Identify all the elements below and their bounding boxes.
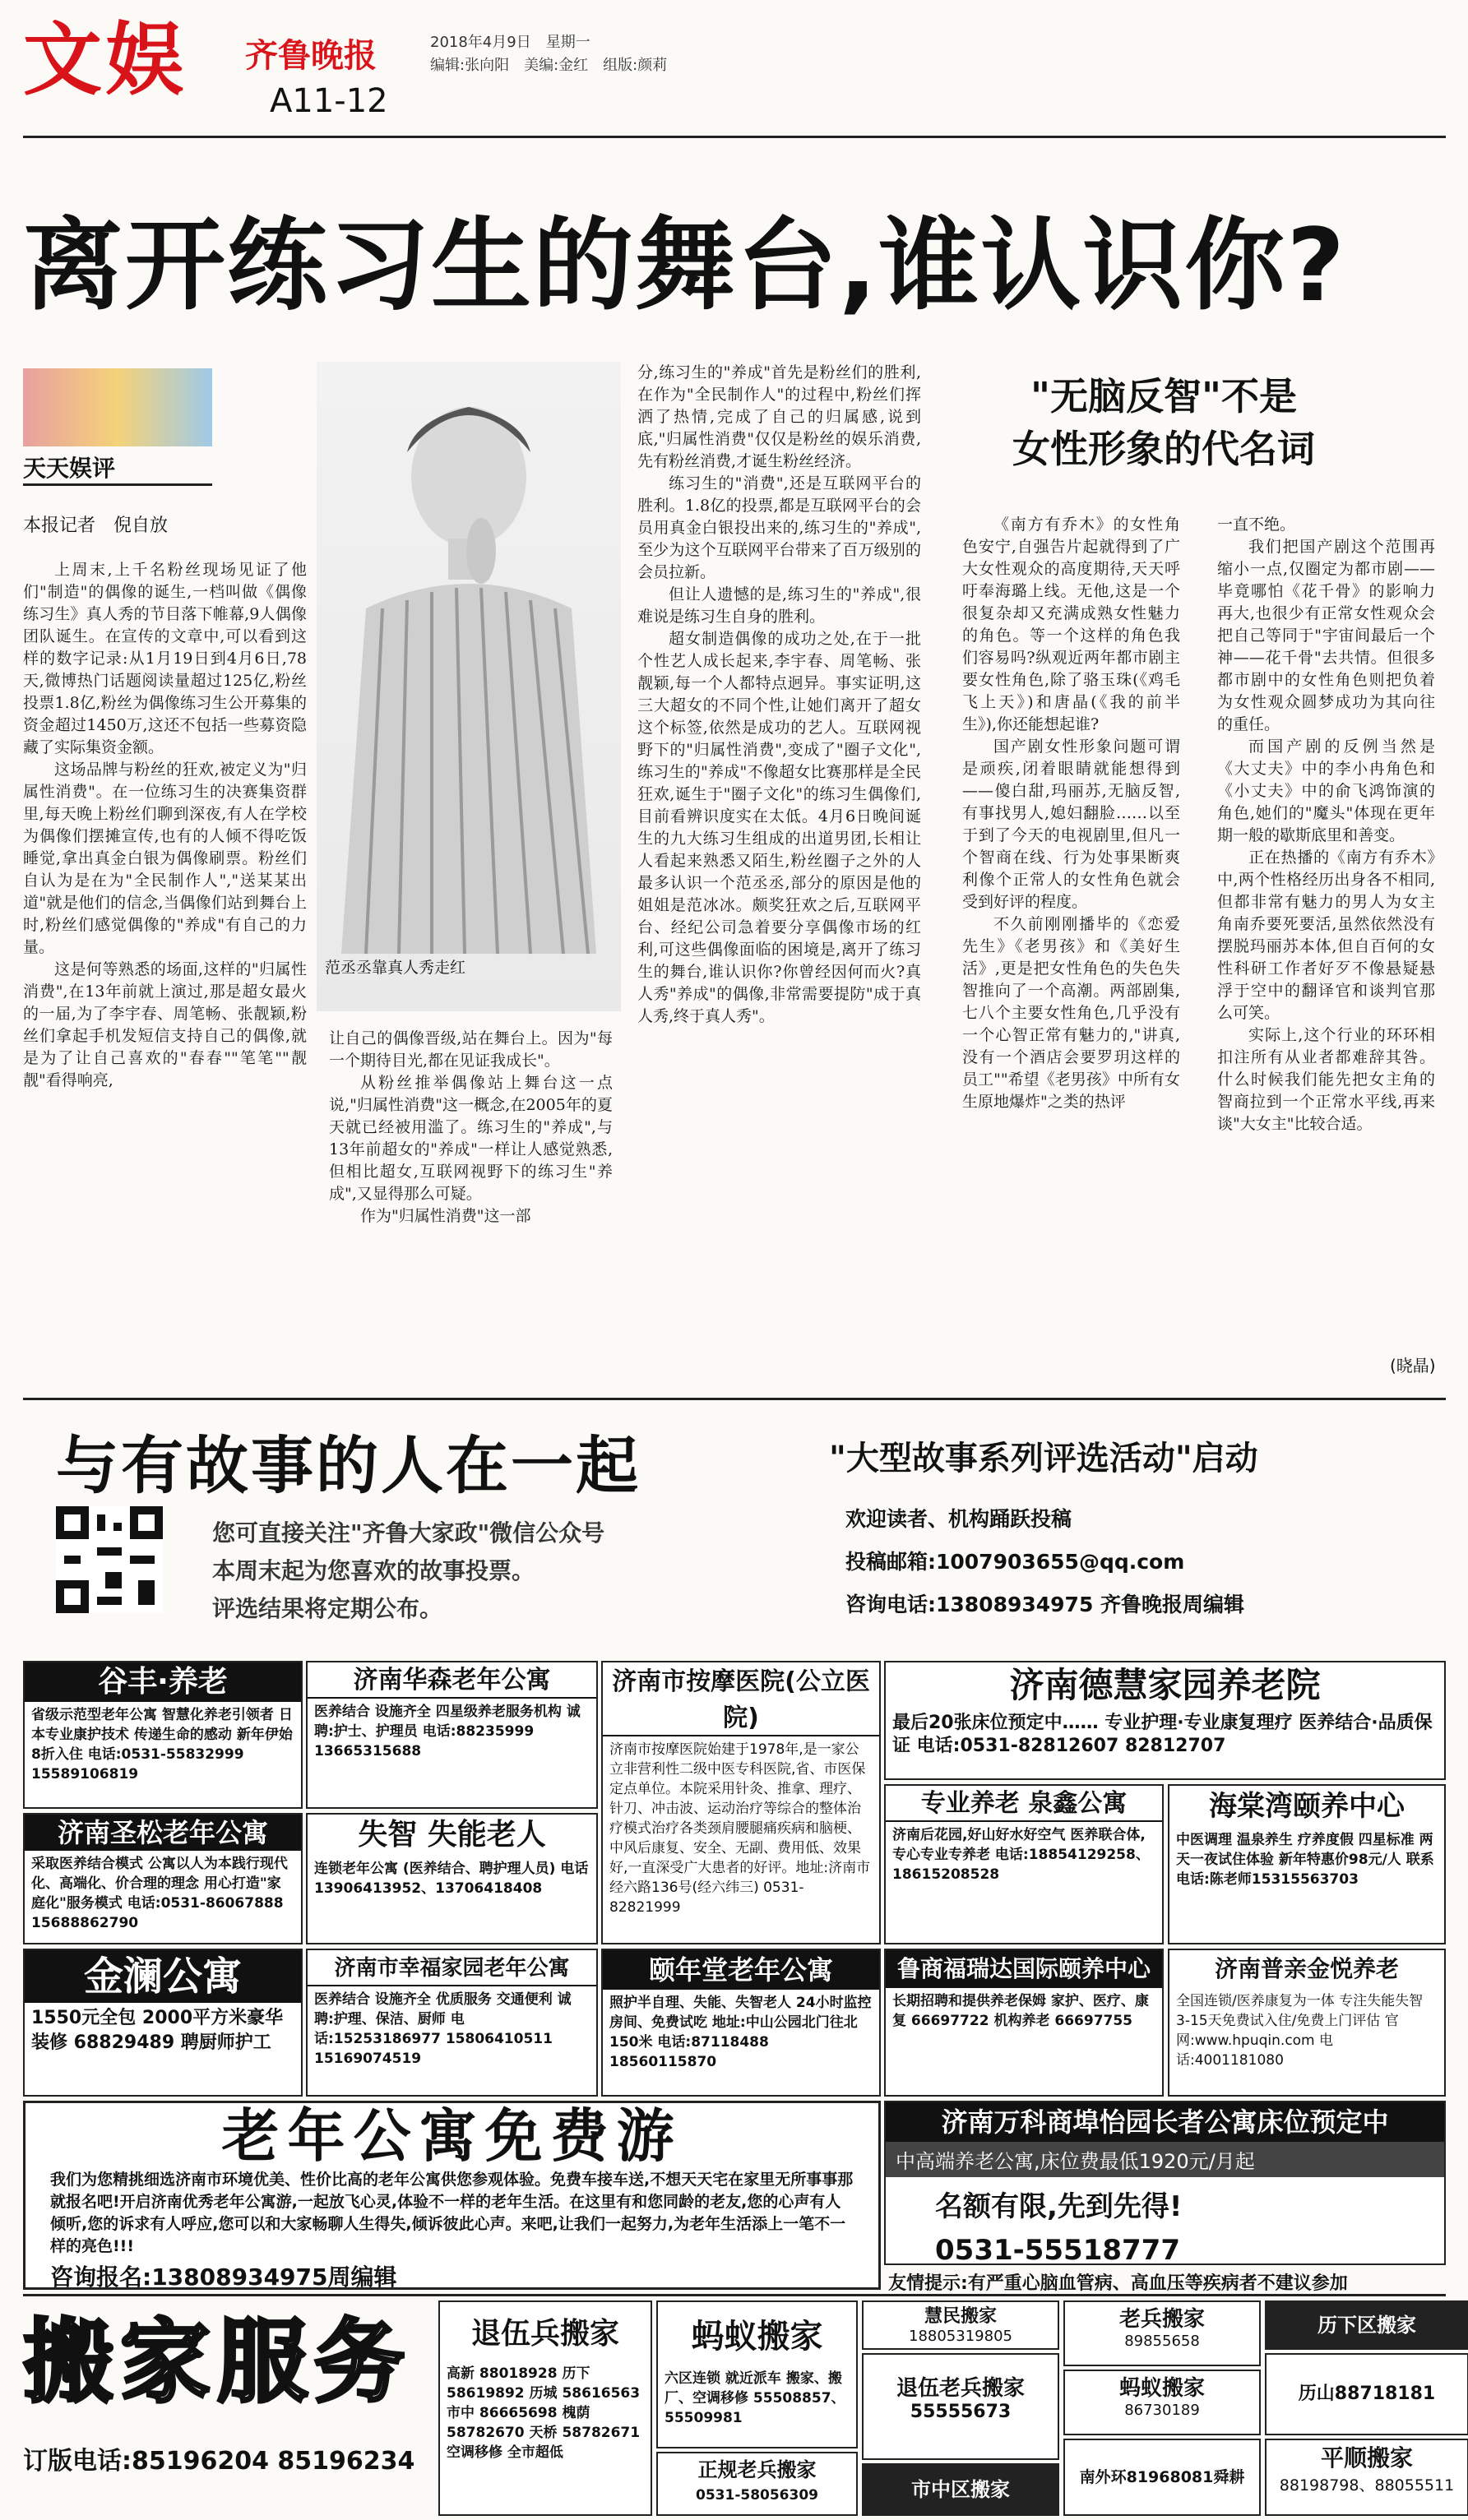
editors-line: 编辑:张向阳 美编:金红 组版:颜莉	[430, 57, 668, 74]
story-ad-instructions	[212, 1514, 604, 1628]
footer-divider	[23, 2294, 1446, 2296]
article-column-mid-bottom	[329, 1028, 613, 1381]
article-column-left	[23, 559, 307, 1381]
story-ad-title: 与有故事的人在一起	[56, 1429, 641, 1502]
paragraph: 分,练习生的"养成"首先是粉丝们的胜利,在作为"全民制作人"的过程中,粉丝们挥洒了热情,完成了自己的归属感,说到底,"归属性消费"仅仅是粉丝的娱乐消费,先有粉丝消费,才诞生粉丝经济。	[637, 363, 921, 470]
paragraph: 我们把国产剧这个范围再缩小一点,仅圈定为都市剧——毕竟哪怕《花千骨》的影响力再大,也很少有正常女性观众会把自己等同于"宇宙间最后一个神——花千骨"去共情。但很多都市剧中的女性角色则把负着为女性观众圆梦成功为其向往的重任。	[1217, 538, 1435, 733]
masthead	[23, 15, 1454, 130]
moving-ad-name: 正规老兵搬家	[697, 2458, 817, 2481]
classified-ad	[23, 1813, 303, 1944]
story-line: 投稿邮箱:1007903655@qq.com	[845, 1550, 1185, 1574]
classified-title: 金澜公寓	[25, 1950, 301, 2003]
classified-title: 济南普亲金悦养老	[1169, 1950, 1444, 1988]
classified-ad	[23, 1949, 303, 2097]
moving-ad-box	[438, 2300, 652, 2516]
wanke-phone: 0531-55518777	[935, 2234, 1180, 2265]
story-line: 评选结果将定期公布。	[212, 1595, 443, 1622]
moving-ad-name: 慧民搬家	[924, 2306, 997, 2327]
sidebar-title-line: "无脑反智"不是	[1030, 374, 1297, 418]
moving-ad-box	[1265, 2300, 1468, 2350]
sidebar-column-1	[962, 514, 1180, 1381]
classified-text: 采取医养结合模式 公寓以人为本践行现代化、高端化、价合理的理念 用心打造"家庭化"服务模式 电话:0531-86067888 15688862790	[31, 1856, 288, 1931]
story-line: 本周末起为您喜欢的故事投票。	[212, 1557, 535, 1584]
classified-ad	[1168, 1784, 1446, 1944]
moving-ad-box	[656, 2452, 858, 2516]
classified-title: 海棠湾颐养中心	[1169, 1786, 1444, 1827]
paragraph: 不久前刚刚播毕的《恋爱先生》《老男孩》和《美好生活》,更是把女性角色的失色失智推向了一个高潮。两部剧集,七八个主要女性角色,几乎没有一个心智正常有魅力的,"讲真,没有一个酒店会要罗玥这样的员工""希望《老男孩》中所有女生原地爆炸"之类的热评	[962, 915, 1180, 1111]
qr-code-icon	[56, 1506, 163, 1613]
moving-order-phone: 订版电话:85196204 85196234	[23, 2447, 415, 2476]
paragraph: 《南方有乔木》的女性角色安宁,自强告片起就得到了广大女性观众的高度期待,天天呼吁奉海璐上线。无他,这是一个很复杂却又充满成熟女性魅力的角色。等一个这样的角色我们容易吗?纵观近两年都市剧主要女性角色,除了骆玉珠(《鸡毛飞上天》)和唐晶(《我的前半生》),你还能想起谁?	[962, 516, 1180, 733]
moving-ad-text: 55555673	[910, 2402, 1012, 2422]
story-ad-contact	[845, 1498, 1244, 1626]
wanke-slogan: 名额有限,先到先得!	[935, 2190, 1183, 2223]
paragraph: 国产剧女性形象问题可谓是顽疾,闭着眼睛就能想得到——傻白甜,玛丽苏,无脑反智,有事找男人,媳妇翻脸……以至于到了今天的电视剧里,但凡一个智商在线、行为处事果断爽利像个正常人的女性角色就会受到好评的程度。	[962, 738, 1180, 911]
paragraph: 练习生的"消费",还是互联网平台的胜利。1.8亿的投票,都是互联网平台的会员用真金白银投出来的,练习生的"养成",至少为这个互联网平台带来了百万级别的会员拉新。	[637, 474, 921, 581]
paragraph: 从粉丝推举偶像站上舞台这一点说,"归属性消费"这一概念,在2005年的夏天就已经被用滥了。练习生的"养成",与13年前超女的"养成"一样让人感觉熟悉,但相比超女,互联网视野下的练习生"养成",又显得那么可疑。	[329, 1074, 613, 1203]
moving-ad-text: 86730189	[1124, 2402, 1200, 2419]
classified-text: 最后20张床位预定中…… 专业护理·专业康复理疗 医养结合·品质保证 电话:0531-82812607 82812707	[892, 1713, 1433, 1756]
classified-text: 1550元全包 2000平方米豪华装修 68829489 聘厨师护工	[31, 2008, 284, 2053]
article-column-mid	[637, 362, 921, 1381]
moving-title-block	[23, 2300, 434, 2516]
classified-ad	[884, 1661, 1446, 1780]
classified-title: 济南圣松老年公寓	[25, 1815, 301, 1851]
wanke-note: 友情提示:有严重心脑血管病、高血压等疾病者不建议参加	[888, 2273, 1348, 2294]
classified-text: 长期招聘和提供养老保姆 家护、医疗、康复 66697722 机构养老 66697755	[892, 1993, 1149, 2029]
moving-ad-text: 0531-58056309	[696, 2487, 818, 2504]
section-title: 文娱	[23, 14, 188, 106]
moving-ad-box	[1063, 2300, 1261, 2366]
classified-text: 全国连锁/医养康复为一体 专注失能失智 3-15天免费试入住/免费上门评估 官网:www.hpuqin.com 电话:4001181080	[1176, 1993, 1424, 2069]
header-meta	[430, 31, 667, 77]
classified-ad	[601, 1949, 881, 2097]
moving-ad-text: 88198798、88055511	[1279, 2476, 1455, 2495]
classified-text: 医养结合 设施齐全 四星级养老服务机构 诚聘:护士、护理员 电话:88235999 13665315688	[314, 1704, 581, 1759]
classified-ad	[306, 1949, 598, 2097]
page-number: A11-12	[270, 82, 388, 120]
header-divider	[23, 136, 1446, 138]
paragraph: 作为"归属性消费"这一部	[360, 1207, 531, 1225]
paragraph: 超女制造偶像的成功之处,在于一批个性艺人成长起来,李宇春、周笔畅、张靓颖,每一个人都特点迥异。事实证明,这三大超女的不同个性,让她们离开了超女这个标签,依然是成功的艺人。互联网视野下的"归属性消费",变成了"圈子文化",练习生的"养成"不像超女比赛那样是全民狂欢,诞生于"圈子文化"的练习生偶像们,目前看辨识度实在太低。4月6日晚间诞生的九大练习生组成的出道男团,长相让人看起来熟悉又陌生,粉丝圈子之外的人最多认识一个范丞丞,部分的原因是他的姐姐是范冰冰。颇奖狂欢之后,互联网平台、经纪公司急着要分享偶像市场的红利,可这些偶像面临的困境是,离开了练习生的舞台,谁认识你?你曾经因何而火?真人秀"养成"的偶像,非常需要提防"成于真人秀,终于真人秀"。	[637, 630, 921, 1025]
moving-services	[23, 2300, 1455, 2516]
portrait-illustration	[317, 362, 621, 1011]
paragraph: 一直不绝。	[1217, 516, 1296, 534]
classified-title: 济南德慧家园养老院	[886, 1662, 1444, 1709]
classified-title: 失智 失能老人	[308, 1815, 596, 1856]
moving-ad-text: 高新 88018928 历下 58619892 历城 58616563 市中 86665698 槐荫 58782670 天桥 58782671 空调移修 全市超低	[447, 2365, 641, 2461]
sidebar-title-line: 女性形象的代名词	[1012, 427, 1315, 471]
moving-ad-box	[1265, 2353, 1468, 2435]
classified-title: 谷丰·养老	[25, 1662, 301, 1702]
paragraph: 而国产剧的反例当然是《大丈夫》中的李小冉角色和《小丈夫》中的俞飞鸿饰演的角色,她们的"魔头"体现在更年期一般的歇斯底里和善变。	[1217, 738, 1435, 844]
classified-ad	[306, 1813, 598, 1944]
moving-ad-box	[656, 2300, 858, 2448]
moving-ad-box	[1063, 2439, 1261, 2516]
paragraph: 这场品牌与粉丝的狂欢,被定义为"归属性消费"。在一位练习生的决赛集资群里,每天晚上粉丝们聊到深夜,有人在学校为偶像们摆摊宣传,也有的人倾不得吃饭睡觉,拿出真金白银为偶像刷票。粉丝们自认为是在为"全民制作人","送某某出道"就是他们的信念,当偶像们站到舞台上时,粉丝们感觉偶像的"养成"有自己的力量。	[23, 761, 307, 956]
moving-ad-box	[862, 2463, 1059, 2516]
sidebar-title	[962, 370, 1365, 475]
moving-ad-text: 89855658	[1124, 2333, 1200, 2350]
story-campaign-ad	[23, 1408, 1446, 1654]
free-tour-ad	[23, 2101, 881, 2290]
column-badge	[23, 368, 212, 492]
wanke-ad	[884, 2101, 1446, 2265]
moving-ad-name: 退伍老兵搬家	[896, 2376, 1025, 2401]
classified-text: 照护半自理、失能、失智老人 24小时监控房间、免费试吃 地址:中山公园北门往北150米 电话:87118488 18560115870	[609, 1995, 872, 2070]
paragraph: 上周末,上千名粉丝现场见证了他们"制造"的偶像的诞生,一档叫做《偶像练习生》真人秀的节目落下帷幕,9人偶像团队诞生。在宣传的文章中,可以看到这样的数字记录:从1月19日到4月6日,78天,微博热门话题阅读量超过125亿,粉丝投票1.8亿,粉丝为偶像练习生公开募集的资金超过1450万,这还不包括一些募资隐藏了实际集资金额。	[23, 561, 307, 756]
classified-text: 济南后花园,好山好水好空气 医养联合体,专心专业专养老 电话:18854129258、18615208528	[892, 1827, 1150, 1883]
moving-ad-box	[1265, 2439, 1468, 2516]
sidebar-author: (晓晶)	[1390, 1356, 1436, 1376]
wanke-title: 济南万科商埠怡园长者公寓床位预定中	[886, 2102, 1444, 2142]
classified-title: 专业养老 泉鑫公寓	[886, 1786, 1162, 1822]
issue-date: 2018年4月9日 星期一	[430, 34, 590, 51]
moving-ad-name: 蚂蚁搬家	[691, 2318, 823, 2356]
story-ad-subtitle: "大型故事系列评选活动"启动	[829, 1440, 1258, 1477]
story-line: 咨询电话:13808934975 齐鲁晚报周编辑	[845, 1593, 1245, 1616]
badge-divider	[23, 483, 212, 486]
moving-ad-box	[1063, 2370, 1261, 2435]
classified-ad	[884, 1949, 1164, 2097]
badge-label: 天天娱评	[23, 455, 116, 482]
classified-title: 济南华森老年公寓	[308, 1662, 596, 1699]
free-tour-text: 我们为您精挑细选济南市环境优美、性价比高的老年公寓供您参观体验。免费车接车送,不想天天宅在家里无所事事那就报名吧!开启济南优秀老年公寓游,一起放飞心灵,体验不一样的老年生活。在这里有和您同龄的老友,您的心声有人倾听,您的诉求有人呼应,您可以和大家畅聊人生得失,倾诉彼此心声。来吧,让我们一起努力,为老年生活添上一笔不一样的亮色!!!	[50, 2171, 854, 2255]
free-tour-phone: 咨询报名:13808934975周编辑	[50, 2263, 397, 2290]
story-line: 您可直接关注"齐鲁大家政"微信公众号	[212, 1519, 605, 1547]
moving-ad-name: 平顺搬家	[1320, 2444, 1413, 2471]
free-tour-title: 老年公寓免费游	[221, 2102, 683, 2170]
moving-ad-box	[862, 2300, 1059, 2350]
moving-ad-text: 南外环81968081舜耕	[1079, 2468, 1245, 2486]
moving-ad-name: 老兵搬家	[1118, 2307, 1205, 2332]
classified-ad	[601, 1661, 881, 1944]
newspaper-brand: 齐鲁晚报	[245, 36, 377, 75]
classified-ad	[23, 1661, 303, 1809]
moving-ad-name: 市中区搬家	[911, 2478, 1010, 2501]
photo-caption: 范丞丞靠真人秀走红	[325, 959, 466, 977]
classified-title: 鲁商福瑞达国际颐养中心	[886, 1950, 1162, 1988]
classified-text: 省级示范型老年公寓 智慧化养老引领者 日本专业康护技术 传递生命的感动 新年伊始8折入住 电话:0531-55832999 15589106819	[31, 1707, 293, 1782]
classified-ad	[306, 1661, 598, 1809]
classified-text: 连锁老年公寓 (医养结合、聘护理人员) 电话13906413952、13706418408	[314, 1861, 589, 1897]
moving-ad-text: 六区连锁 就近派车 搬家、搬厂、空调移修 55508857、55509981	[665, 2370, 845, 2426]
classified-text: 医养结合 设施齐全 优质服务 交通便利 诚聘:护理、保洁、厨师 电话:15253186977 15806410511 15169074519	[314, 1991, 572, 2067]
badge-illustration	[23, 368, 212, 446]
wanke-subtitle: 中高端养老公寓,床位费最低1920元/月起	[886, 2142, 1444, 2177]
sidebar-column-2	[1217, 514, 1435, 1381]
moving-ad-name: 历下区搬家	[1317, 2314, 1416, 2337]
classified-text: 济南市按摩医院始建于1978年,是一家公立非营利性二级中医专科医院,省、市医保定点单位。本院采用针灸、推拿、理疗、针刀、冲击波、运动治疗等综合的整体治疗模式治疗各类颈肩腰腿痛疾病和脑梗、中风后康复、安全、无副、费用低、效果好,一直深受广大患者的好评。地址:济南市经六路136号(经六纬三) 0531-82821999	[609, 1741, 871, 1916]
paragraph: 正在热播的《南方有乔木》中,两个性格经历出身各不相同,但都非常有魅力的男人为女主角南乔要死要活,虽然依然没有摆脱玛丽苏本体,但自百何的女性科研工作者好歹不像悬疑悬浮于空中的翻译官和谈判官那么可笑。	[1217, 848, 1435, 1022]
classified-title: 济南市幸福家园老年公寓	[308, 1950, 596, 1986]
classified-title: 颐年堂老年公寓	[603, 1950, 879, 1990]
byline: 本报记者 倪自放	[23, 516, 169, 536]
moving-ad-name: 退伍兵搬家	[470, 2317, 619, 2351]
moving-ad-name: 蚂蚁搬家	[1118, 2376, 1205, 2401]
moving-ad-text: 历山88718181	[1298, 2384, 1436, 2404]
portrait-photo	[317, 362, 621, 1011]
moving-title: 搬家服务	[23, 2310, 411, 2415]
paragraph: 实际上,这个行业的环环相扣注所有从业者都难辞其咎。什么时候我们能先把女主角的智商拉到一个正常水平线,再来谈"大女主"比较合适。	[1217, 1026, 1435, 1133]
paragraph: 让自己的偶像晋级,站在舞台上。因为"每一个期待目光,都在见证我成长"。	[329, 1029, 613, 1070]
classified-ad	[884, 1784, 1164, 1944]
moving-ad-text: 18805319805	[909, 2328, 1012, 2345]
moving-ad-box	[862, 2353, 1059, 2460]
ad-divider	[23, 1398, 1446, 1400]
headline: 离开练习生的舞台,谁认识你?	[23, 207, 1347, 324]
paragraph: 这是何等熟悉的场面,这样的"归属性消费",在13年前就上演过,那是超女最火的一届,为了李宇春、周笔畅、张靓颖,粉丝们拿起手机发短信支持自己的偶像,就是为了让自己喜欢的"春春""笔笔""靓靓"看得响亮,	[23, 960, 307, 1089]
classified-title: 济南市按摩医院(公立医院)	[603, 1662, 879, 1736]
classified-ad	[1168, 1949, 1446, 2097]
paragraph: 但让人遗憾的是,练习生的"养成",很难说是练习生自身的胜利。	[637, 585, 921, 626]
classified-text: 中医调理 温泉养生 疗养度假 四星标准 两天一夜试住体验 新年特惠价98元/人 联系电话:陈老师15315563703	[1176, 1832, 1434, 1888]
story-line: 欢迎读者、机构踊跃投稿	[845, 1507, 1072, 1531]
